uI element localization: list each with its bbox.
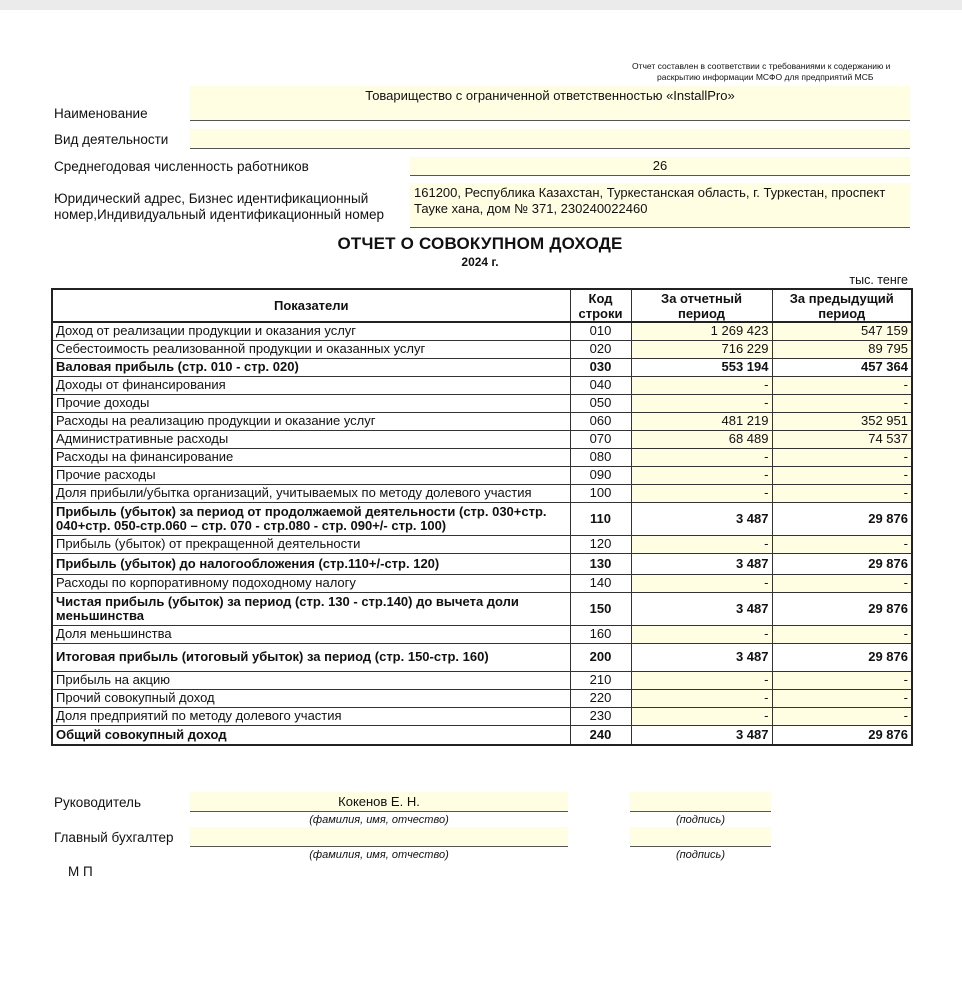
row-current[interactable]: -: [631, 625, 772, 643]
table-row: [52, 574, 912, 592]
row-label: Доля предприятий по методу долевого участия: [52, 707, 570, 725]
header-previous: [772, 289, 912, 322]
row-current: 3 487: [631, 553, 772, 574]
name-label: Наименование: [54, 106, 148, 121]
row-label: Прибыль (убыток) за период от продолжаемой деятельности (стр. 030+стр. 040+стр. 050-стр.060 – стр. 070 - стр.080 - стр. 090+/- стр. 100): [52, 502, 570, 535]
row-label: Валовая прибыль (стр. 010 - стр. 020): [52, 358, 570, 376]
row-code: 050: [570, 394, 631, 412]
header-previous-line1: За предыдущий: [789, 290, 894, 306]
row-code: 040: [570, 376, 631, 394]
row-current[interactable]: -: [631, 574, 772, 592]
row-previous[interactable]: -: [772, 689, 912, 707]
row-current[interactable]: -: [631, 376, 772, 394]
row-current: 553 194: [631, 358, 772, 376]
row-code: 160: [570, 625, 631, 643]
row-label: Прочие расходы: [52, 466, 570, 484]
table-row: [52, 358, 912, 376]
row-previous[interactable]: -: [772, 484, 912, 502]
row-current[interactable]: -: [631, 535, 772, 553]
row-previous[interactable]: -: [772, 574, 912, 592]
row-label: Прочие доходы: [52, 394, 570, 412]
row-code: 150: [570, 592, 631, 625]
row-code: 110: [570, 502, 631, 535]
activity-field[interactable]: [190, 129, 910, 149]
address-label-line2: номер,Индивидуальный идентификационный номер: [54, 207, 385, 222]
accountant-sign-hint: (подпись): [675, 849, 726, 861]
table-row: [52, 725, 912, 745]
header-code-line2: строки: [578, 305, 623, 321]
address-value-line2: Тауке хана, дом № 371, 230240022460: [414, 201, 648, 216]
row-previous[interactable]: 89 795: [772, 340, 912, 358]
address-field[interactable]: [410, 183, 910, 228]
accountant-signature-field[interactable]: [630, 827, 771, 847]
table-row: [52, 625, 912, 643]
row-label: Расходы на финансирование: [52, 448, 570, 466]
row-previous: 29 876: [772, 725, 912, 745]
table-row: [52, 689, 912, 707]
row-label: Прибыль (убыток) от прекращенной деятельности: [52, 535, 570, 553]
table-header-row: [52, 289, 912, 322]
accountant-name-hint: (фамилия, имя, отчество): [309, 849, 449, 861]
row-current[interactable]: -: [631, 671, 772, 689]
row-current[interactable]: 481 219: [631, 412, 772, 430]
row-label: Чистая прибыль (убыток) за период (стр. 130 - стр.140) до вычета доли меньшинства: [52, 592, 570, 625]
row-code: 220: [570, 689, 631, 707]
address-value-line1: 161200, Республика Казахстан, Туркестанская область, г. Туркестан, проспект: [414, 185, 886, 200]
head-name-value: Кокенов Е. Н.: [338, 794, 420, 809]
row-code: 100: [570, 484, 631, 502]
row-code: 070: [570, 430, 631, 448]
header-current: [631, 289, 772, 322]
row-current: 3 487: [631, 502, 772, 535]
row-current[interactable]: -: [631, 394, 772, 412]
compliance-note: [632, 61, 912, 83]
top-edge: [0, 0, 962, 10]
units-label: тыс. тенге: [849, 273, 908, 287]
row-code: 080: [570, 448, 631, 466]
table-row: [52, 671, 912, 689]
table-row: [52, 502, 912, 535]
row-label: Административные расходы: [52, 430, 570, 448]
row-label: Расходы по корпоративному подоходному налогу: [52, 574, 570, 592]
compliance-note-line1: Отчет составлен в соответствии с требованиями к содержанию и: [632, 61, 891, 71]
row-previous[interactable]: -: [772, 707, 912, 725]
table-row: [52, 592, 912, 625]
row-previous[interactable]: -: [772, 448, 912, 466]
employees-field[interactable]: [410, 157, 910, 176]
income-statement-table: [51, 288, 913, 746]
row-label: Прибыль на акцию: [52, 671, 570, 689]
address-label: [54, 191, 384, 223]
row-current[interactable]: -: [631, 448, 772, 466]
row-code: 020: [570, 340, 631, 358]
row-label: Доля меньшинства: [52, 625, 570, 643]
row-current: 3 487: [631, 592, 772, 625]
header-indicator: Показатели: [52, 289, 570, 322]
report-title: ОТЧЕТ О СОВОКУПНОМ ДОХОДЕ: [337, 234, 623, 253]
row-code: 010: [570, 322, 631, 340]
row-code: 120: [570, 535, 631, 553]
row-code: 060: [570, 412, 631, 430]
row-previous: 457 364: [772, 358, 912, 376]
accountant-name-field[interactable]: [190, 827, 568, 847]
row-label: Расходы на реализацию продукции и оказание услуг: [52, 412, 570, 430]
header-current-line2: период: [677, 305, 726, 321]
table-row: [52, 430, 912, 448]
name-field[interactable]: [190, 86, 910, 121]
table-row: [52, 535, 912, 553]
header-current-line1: За отчетный: [661, 290, 742, 306]
table-row: [52, 412, 912, 430]
row-label: Итоговая прибыль (итоговый убыток) за период (стр. 150-стр. 160): [52, 643, 570, 671]
table-row: [52, 394, 912, 412]
head-name-hint: (фамилия, имя, отчество): [309, 814, 449, 826]
row-current[interactable]: 68 489: [631, 430, 772, 448]
table-row: [52, 707, 912, 725]
employees-value: 26: [652, 158, 668, 173]
header-code-line1: Код: [588, 290, 613, 306]
row-current: 3 487: [631, 643, 772, 671]
row-label: Доход от реализации продукции и оказания услуг: [52, 322, 570, 340]
name-value: Товарищество с ограниченной ответственностью «InstallPro»: [365, 88, 735, 103]
row-code: 030: [570, 358, 631, 376]
row-label: Прибыль (убыток) до налогообложения (стр.110+/-стр. 120): [52, 553, 570, 574]
row-code: 140: [570, 574, 631, 592]
row-label: Прочий совокупный доход: [52, 689, 570, 707]
row-code: 210: [570, 671, 631, 689]
row-previous[interactable]: 352 951: [772, 412, 912, 430]
row-label: Доля прибыли/убытка организаций, учитываемых по методу долевого участия: [52, 484, 570, 502]
row-current[interactable]: 716 229: [631, 340, 772, 358]
row-previous[interactable]: -: [772, 466, 912, 484]
row-code: 230: [570, 707, 631, 725]
compliance-note-line2: раскрытию информации МСФО для предприятий МСБ: [657, 72, 874, 82]
row-current[interactable]: -: [631, 484, 772, 502]
table-row: [52, 322, 912, 340]
row-label: Общий совокупный доход: [52, 725, 570, 745]
report-year: 2024 г.: [461, 255, 499, 269]
row-previous: 29 876: [772, 643, 912, 671]
address-label-line1: Юридический адрес, Бизнес идентификационный: [54, 191, 369, 206]
row-code: 130: [570, 553, 631, 574]
table-row: [52, 466, 912, 484]
row-current[interactable]: -: [631, 466, 772, 484]
table-row: [52, 553, 912, 574]
row-previous: 29 876: [772, 553, 912, 574]
activity-label: Вид деятельности: [54, 132, 169, 147]
accountant-label: Главный бухгалтер: [54, 830, 174, 845]
row-previous[interactable]: -: [772, 394, 912, 412]
table-row: [52, 484, 912, 502]
row-code: 090: [570, 466, 631, 484]
header-code: [570, 289, 631, 322]
table-row: [52, 448, 912, 466]
row-previous[interactable]: 547 159: [772, 322, 912, 340]
row-previous[interactable]: 74 537: [772, 430, 912, 448]
employees-label: Среднегодовая численность работников: [54, 159, 309, 174]
row-current[interactable]: 1 269 423: [631, 322, 772, 340]
row-code: 200: [570, 643, 631, 671]
row-label: Себестоимость реализованной продукции и оказанных услуг: [52, 340, 570, 358]
row-label: Доходы от финансирования: [52, 376, 570, 394]
row-previous[interactable]: -: [772, 671, 912, 689]
row-previous[interactable]: -: [772, 625, 912, 643]
head-label: Руководитель: [54, 795, 141, 810]
row-current[interactable]: -: [631, 689, 772, 707]
head-sign-hint: (подпись): [675, 814, 726, 826]
table-row: [52, 643, 912, 671]
stamp-label: М П: [68, 864, 93, 879]
row-current: 3 487: [631, 725, 772, 745]
header-previous-line2: период: [818, 305, 866, 321]
row-previous[interactable]: -: [772, 376, 912, 394]
table-row: [52, 340, 912, 358]
row-current[interactable]: -: [631, 707, 772, 725]
table-row: [52, 376, 912, 394]
row-code: 240: [570, 725, 631, 745]
row-previous[interactable]: -: [772, 535, 912, 553]
row-previous: 29 876: [772, 592, 912, 625]
row-previous: 29 876: [772, 502, 912, 535]
head-signature-field[interactable]: [630, 792, 771, 812]
head-name-field[interactable]: [190, 792, 568, 812]
